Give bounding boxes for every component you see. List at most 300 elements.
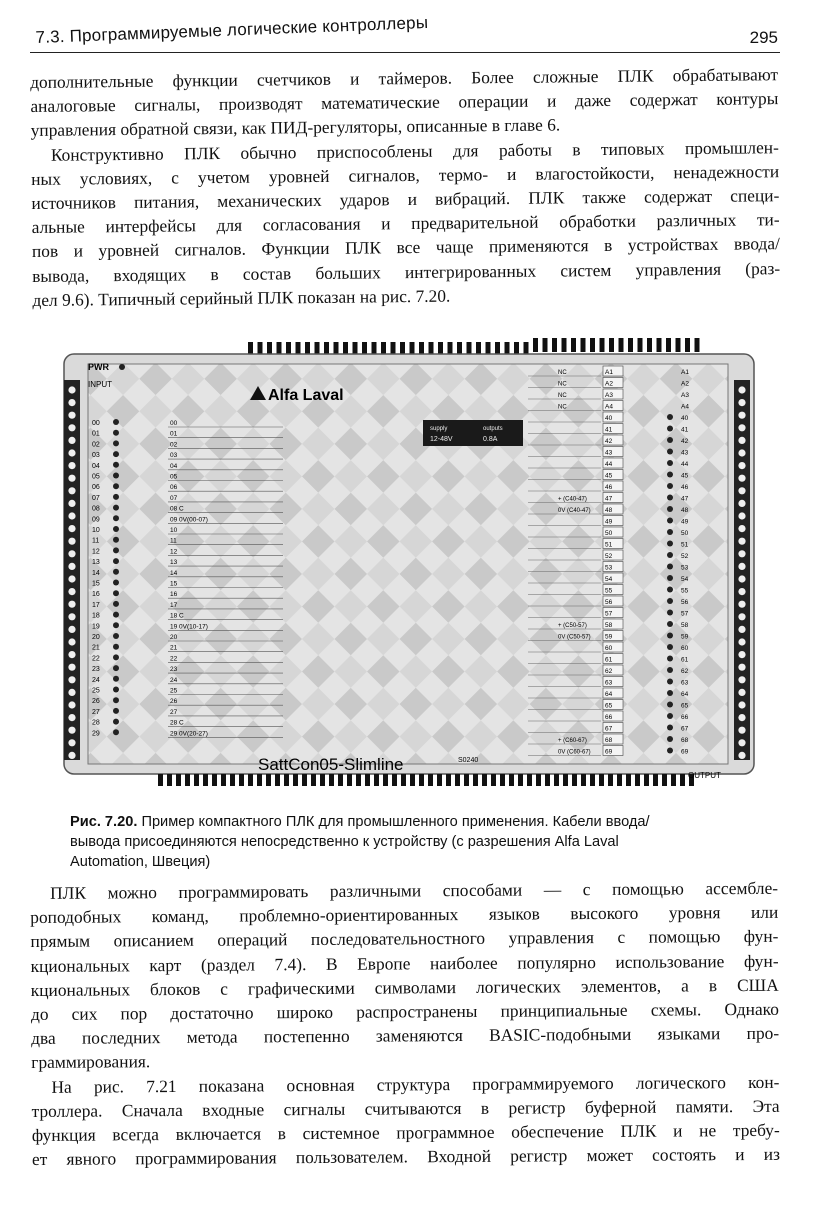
input-number: 10 <box>92 527 100 534</box>
input-led <box>113 687 119 693</box>
output-led <box>667 483 673 489</box>
connector-pin <box>194 774 199 786</box>
caption-line: Automation, Швеция) <box>70 854 211 870</box>
connector-pin <box>685 338 690 352</box>
terminal-screw <box>738 563 745 570</box>
terminal-screw <box>738 638 745 645</box>
input-channel-label: 25 <box>170 687 178 695</box>
output-led <box>667 552 673 558</box>
connector-pin <box>302 774 307 786</box>
output-number: A1 <box>681 369 689 376</box>
terminal-screw <box>738 424 745 431</box>
connector-pin <box>545 774 550 786</box>
terminal-screw <box>738 689 745 696</box>
input-number: 03 <box>92 452 100 460</box>
input-led <box>113 473 119 479</box>
text-line: вывода, входящих в состав больших интегрированных систем управления (раз- <box>32 257 781 286</box>
bottom-connector <box>158 774 694 786</box>
terminal-screw <box>738 588 745 595</box>
input-number: 08 <box>92 505 100 513</box>
input-channel-label: 26 <box>170 698 178 706</box>
output-channel-label: 55 <box>605 587 613 595</box>
input-led <box>113 451 119 457</box>
input-led <box>113 633 119 639</box>
output-side-label: + (C60-67) <box>558 738 587 744</box>
input-led <box>113 462 119 468</box>
terminal-screw <box>738 449 745 456</box>
text-line: аналоговые сигналы, производят математические операции и даже содержат контуры <box>30 88 779 117</box>
terminal-screw <box>68 399 75 406</box>
output-number: 54 <box>681 576 689 583</box>
input-number: 12 <box>92 548 100 556</box>
input-channel-label: 24 <box>170 676 178 684</box>
connector-pin <box>543 338 548 352</box>
output-channel-label: 43 <box>605 449 613 457</box>
terminal-screw <box>68 588 75 595</box>
connector-pin <box>554 774 559 786</box>
connector-pin <box>518 774 523 786</box>
brand-logo: Alfa Laval <box>268 387 344 404</box>
input-channel-label: 18 C <box>170 612 184 620</box>
input-led <box>113 430 119 436</box>
connector-pin <box>455 774 460 786</box>
terminal-screw <box>738 550 745 557</box>
output-number: 49 <box>681 518 689 526</box>
text-line: ПЛК можно программировать различными способами — с помощью ассембле- <box>50 877 779 903</box>
input-number: 13 <box>92 559 100 567</box>
output-led <box>667 437 673 443</box>
terminal-screw <box>68 449 75 456</box>
output-channel-label: A3 <box>605 392 613 399</box>
input-led <box>113 580 119 586</box>
connector-pin <box>491 774 496 786</box>
connector-pin <box>676 338 681 352</box>
terminal-screw <box>68 424 75 431</box>
output-led <box>667 725 673 731</box>
output-number: 45 <box>681 472 689 480</box>
connector-pin <box>482 774 487 786</box>
terminal-screw <box>68 739 75 746</box>
input-number: 21 <box>92 644 100 652</box>
connector-pin <box>635 774 640 786</box>
terminal-screw <box>738 399 745 406</box>
connector-pin <box>410 774 415 786</box>
connector-pin <box>562 338 567 352</box>
connector-pin <box>428 774 433 786</box>
input-number: 05 <box>92 473 100 481</box>
text-line: прямым описанием операций последовательностного управления с помощью фун- <box>30 926 779 952</box>
terminal-screw <box>738 613 745 620</box>
input-channel-label: 04 <box>170 462 178 470</box>
connector-pin <box>230 774 235 786</box>
connector-pin <box>653 774 658 786</box>
output-number: A4 <box>681 403 689 411</box>
terminal-screw <box>68 437 75 444</box>
output-number: 47 <box>681 495 689 503</box>
terminal-screw <box>68 487 75 494</box>
input-number: 02 <box>92 441 100 449</box>
terminal-screw <box>68 462 75 469</box>
connector-pin <box>552 338 557 352</box>
terminal-screw <box>738 487 745 494</box>
terminal-screw <box>68 550 75 557</box>
input-led <box>113 537 119 543</box>
output-current: 0.8A <box>483 436 498 443</box>
connector-pin <box>383 774 388 786</box>
output-led <box>667 529 673 535</box>
output-channel-label: 46 <box>605 484 613 491</box>
figure-caption <box>70 812 760 872</box>
output-channel-label: 59 <box>605 633 613 641</box>
connector-pin <box>644 774 649 786</box>
input-led <box>113 708 119 714</box>
terminal-screw <box>68 601 75 608</box>
terminal-screw <box>738 525 745 532</box>
caption-line: вывода присоединяются непосредственно к устройству (с разрешения Alfa Laval <box>70 834 619 850</box>
connector-pin <box>203 774 208 786</box>
input-number: 16 <box>92 591 100 599</box>
input-number: 11 <box>92 537 100 545</box>
connector-pin <box>581 774 586 786</box>
serial-label: S0240 <box>458 757 479 764</box>
connector-pin <box>626 774 631 786</box>
output-channel-label: 50 <box>605 530 613 537</box>
output-led <box>667 644 673 650</box>
terminal-screw <box>738 739 745 746</box>
terminal-screw <box>738 676 745 683</box>
output-led <box>667 564 673 570</box>
connector-pin <box>563 774 568 786</box>
input-channel-label: 29 0V(20-27) <box>170 730 208 738</box>
input-led <box>113 505 119 511</box>
output-channel-label: A4 <box>605 403 613 411</box>
output-side-label: NC <box>558 381 567 388</box>
output-led <box>667 426 673 432</box>
output-channel-label: 64 <box>605 691 613 698</box>
terminal-screw <box>68 538 75 545</box>
connector-pin <box>356 774 361 786</box>
output-side-label: 0V (C40-47) <box>558 508 591 514</box>
output-side-label: 0V (C50-57) <box>558 634 591 641</box>
input-channel-label: 02 <box>170 441 178 449</box>
input-number: 24 <box>92 676 100 684</box>
connector-pin <box>419 774 424 786</box>
connector-pin <box>590 774 595 786</box>
output-channel-label: 44 <box>605 461 613 468</box>
input-channel-label: 12 <box>170 548 178 556</box>
output-channel-label: 52 <box>605 553 613 560</box>
input-channel-label: 20 <box>170 634 178 641</box>
input-led <box>113 729 119 735</box>
connector-pin <box>437 774 442 786</box>
caption-label: Рис. 7.20. <box>70 814 138 830</box>
terminal-screw <box>68 676 75 683</box>
input-channel-label: 23 <box>170 666 178 674</box>
output-number: 41 <box>681 426 689 434</box>
output-led <box>667 667 673 673</box>
input-number: 07 <box>92 494 100 502</box>
input-channel-label: 01 <box>170 430 178 438</box>
connector-pin <box>248 774 253 786</box>
text-line: управления обратной связи, как ПИД-регуляторы, описанные в главе 6. <box>30 114 561 141</box>
output-number: 59 <box>681 633 689 641</box>
connector-pin <box>392 774 397 786</box>
output-channel-label: 48 <box>605 507 613 514</box>
output-channel-label: 49 <box>605 518 613 526</box>
input-channel-label: 21 <box>170 644 178 652</box>
output-led <box>667 414 673 420</box>
input-channel-label: 08 C <box>170 505 184 513</box>
connector-pin <box>365 774 370 786</box>
connector-pin <box>185 774 190 786</box>
terminal-screw <box>738 714 745 721</box>
connector-pin <box>608 774 613 786</box>
output-channel-label: A1 <box>605 369 613 376</box>
output-led <box>667 575 673 581</box>
input-channel-label: 09 0V(00-07) <box>170 516 208 524</box>
output-number: 69 <box>681 748 689 756</box>
terminal-screw <box>738 386 745 393</box>
connector-pin <box>647 338 652 352</box>
output-number: 48 <box>681 507 689 514</box>
input-channel-label: 17 <box>170 601 178 609</box>
input-number: 23 <box>92 666 100 674</box>
output-number: 40 <box>681 415 689 422</box>
output-side-label: + (C50-57) <box>558 623 587 629</box>
input-channel-label: 16 <box>170 591 178 599</box>
connector-pin <box>473 774 478 786</box>
connector-pin <box>666 338 671 352</box>
input-channel-label: 00 <box>170 420 178 427</box>
terminal-screw <box>738 626 745 633</box>
input-led <box>113 440 119 446</box>
input-number: 29 <box>92 730 100 738</box>
text-line: кциональных блоков с графическими символами логических элементов, а в США <box>30 974 779 1000</box>
output-number: 57 <box>681 610 689 618</box>
input-led <box>113 665 119 671</box>
input-led <box>113 547 119 553</box>
output-number: 46 <box>681 484 689 491</box>
output-number: 43 <box>681 449 689 457</box>
output-number: 62 <box>681 668 689 675</box>
text-line: альные интерфейсы для согласования и предварительной обработки различных ти- <box>31 209 780 238</box>
text-line: На рис. 7.21 показана основная структура программируемого логического кон- <box>51 1071 780 1097</box>
connector-pin <box>311 774 316 786</box>
output-led <box>667 587 673 593</box>
output-side-label: + (C40-47) <box>558 496 587 503</box>
input-channel-label: 13 <box>170 559 178 567</box>
terminal-screw <box>68 714 75 721</box>
connector-pin <box>167 774 172 786</box>
input-number: 01 <box>92 430 100 438</box>
supply-voltage: 12-48V <box>430 436 453 443</box>
output-channel-label: 65 <box>605 702 613 710</box>
output-side-label: NC <box>558 393 567 399</box>
output-led <box>667 633 673 639</box>
output-number: 50 <box>681 530 689 537</box>
connector-pin <box>266 774 271 786</box>
output-number: 63 <box>681 679 689 687</box>
text-line: граммирования. <box>31 1051 151 1073</box>
input-channel-label: 07 <box>170 494 178 502</box>
input-led <box>113 558 119 564</box>
output-led <box>667 610 673 616</box>
connector-pin <box>320 774 325 786</box>
output-channel-label: 45 <box>605 472 613 480</box>
terminal-screw <box>68 664 75 671</box>
input-number: 19 <box>92 623 100 631</box>
text-line: ет явного программирования пользователем. Входной регистр может состоять и из <box>31 1144 780 1170</box>
output-channel-label: 66 <box>605 714 613 721</box>
output-channel-label: 61 <box>605 656 613 664</box>
output-channel-label: 68 <box>605 737 613 744</box>
terminal-screw <box>738 575 745 582</box>
output-channel-label: 54 <box>605 576 613 583</box>
connector-pin <box>374 774 379 786</box>
output-channel-label: 58 <box>605 622 613 629</box>
terminal-screw <box>68 626 75 633</box>
input-channel-label: 14 <box>170 569 178 577</box>
output-side-label: NC <box>558 370 567 376</box>
connector-pin <box>176 774 181 786</box>
output-led <box>667 598 673 604</box>
connector-pin <box>599 774 604 786</box>
input-label: INPUT <box>88 380 112 389</box>
output-led <box>667 518 673 524</box>
terminal-screw <box>68 701 75 708</box>
terminal-screw <box>738 752 745 759</box>
connector-pin <box>671 774 676 786</box>
output-led <box>667 690 673 696</box>
input-led <box>113 419 119 425</box>
plc-face <box>88 364 728 764</box>
input-channel-label: 22 <box>170 655 178 663</box>
connector-pin <box>600 338 605 352</box>
paragraph-bottom <box>30 876 780 1172</box>
connector-pin <box>628 338 633 352</box>
output-number: A3 <box>681 392 689 399</box>
output-side-label: 0V (C60-67) <box>558 749 591 756</box>
terminal-screw <box>738 727 745 734</box>
input-number: 20 <box>92 634 100 641</box>
output-led <box>667 679 673 685</box>
text-line: до сих пор достаточно широко распространены принципиальные схемы. Однако <box>30 998 779 1025</box>
connector-pin <box>284 774 289 786</box>
terminal-screw <box>68 512 75 519</box>
output-number: 53 <box>681 564 689 572</box>
plc-figure <box>58 330 758 800</box>
connector-pin <box>500 774 505 786</box>
output-number: 52 <box>681 553 689 560</box>
output-channel-label: 62 <box>605 668 613 675</box>
output-led <box>667 656 673 662</box>
connector-pin <box>581 338 586 352</box>
text-line: дополнительные функции счетчиков и таймеров. Более сложные ПЛК обрабатывают <box>30 64 779 92</box>
output-side-label: NC <box>558 404 567 411</box>
input-led <box>113 601 119 607</box>
input-number: 27 <box>92 708 100 716</box>
output-channel-label: 41 <box>605 426 613 434</box>
pwr-led <box>119 364 125 370</box>
output-number: 67 <box>681 725 689 733</box>
connector-pin <box>275 774 280 786</box>
text-line: ных условиях, с учетом уровней сигналов, термо- и влагостойкости, ненадежности <box>31 160 780 189</box>
input-number: 15 <box>92 580 100 588</box>
input-led <box>113 515 119 521</box>
input-channel-label: 15 <box>170 580 178 588</box>
output-number: 56 <box>681 599 689 606</box>
input-number: 18 <box>92 612 100 620</box>
plc-photo <box>58 330 758 800</box>
output-channel-label: A2 <box>605 380 613 388</box>
output-number: 66 <box>681 714 689 721</box>
connector-pin <box>533 338 538 352</box>
connector-pin <box>158 774 163 786</box>
page-number: 295 <box>749 28 778 47</box>
text-line: троллера. Сначала входные сигналы считываются в регистр буферной памяти. Эта <box>31 1095 780 1121</box>
connector-pin <box>657 338 662 352</box>
connector-pin <box>571 338 576 352</box>
output-channel-label: 47 <box>605 495 613 503</box>
input-number: 22 <box>92 655 100 663</box>
output-led <box>667 748 673 754</box>
text-line: два последних метода постепенно заменяются BASIC-подобными языками про- <box>31 1022 780 1049</box>
output-channel-label: 42 <box>605 438 613 445</box>
output-led <box>667 472 673 478</box>
input-number: 26 <box>92 698 100 706</box>
input-led <box>113 654 119 660</box>
text-line: кциональных карт (раздел 7.4). В Европе наиболее популярно использование фун- <box>30 950 779 976</box>
output-channel-label: 56 <box>605 599 613 606</box>
input-number: 17 <box>92 601 100 609</box>
output-led <box>667 702 673 708</box>
input-channel-label: 06 <box>170 484 178 492</box>
terminal-screw <box>68 412 75 419</box>
output-led <box>667 541 673 547</box>
input-led <box>113 676 119 682</box>
connector-pin <box>617 774 622 786</box>
input-number: 06 <box>92 484 100 492</box>
input-channel-label: 03 <box>170 452 178 460</box>
terminal-screw <box>738 651 745 658</box>
terminal-screw <box>68 563 75 570</box>
terminal-screw <box>68 386 75 393</box>
terminal-screw <box>68 689 75 696</box>
caption-line: Пример компактного ПЛК для промышленного применения. Кабели ввода/ <box>141 814 650 830</box>
input-channel-label: 28 C <box>170 719 184 727</box>
output-led <box>667 460 673 466</box>
terminal-screw <box>68 525 75 532</box>
terminal-screw <box>68 638 75 645</box>
output-channel-label: 67 <box>605 725 613 733</box>
input-led <box>113 590 119 596</box>
input-led <box>113 494 119 500</box>
terminal-screw <box>68 613 75 620</box>
output-number: 68 <box>681 737 689 744</box>
input-led <box>113 612 119 618</box>
connector-pin <box>212 774 217 786</box>
output-number: 60 <box>681 645 689 652</box>
terminal-screw <box>68 575 75 582</box>
connector-pin <box>338 774 343 786</box>
output-number: 61 <box>681 656 689 664</box>
terminal-screw <box>738 601 745 608</box>
output-channel-label: 51 <box>605 541 613 549</box>
output-number: 42 <box>681 438 689 445</box>
output-led <box>667 449 673 455</box>
terminal-screw <box>738 512 745 519</box>
input-led <box>113 526 119 532</box>
